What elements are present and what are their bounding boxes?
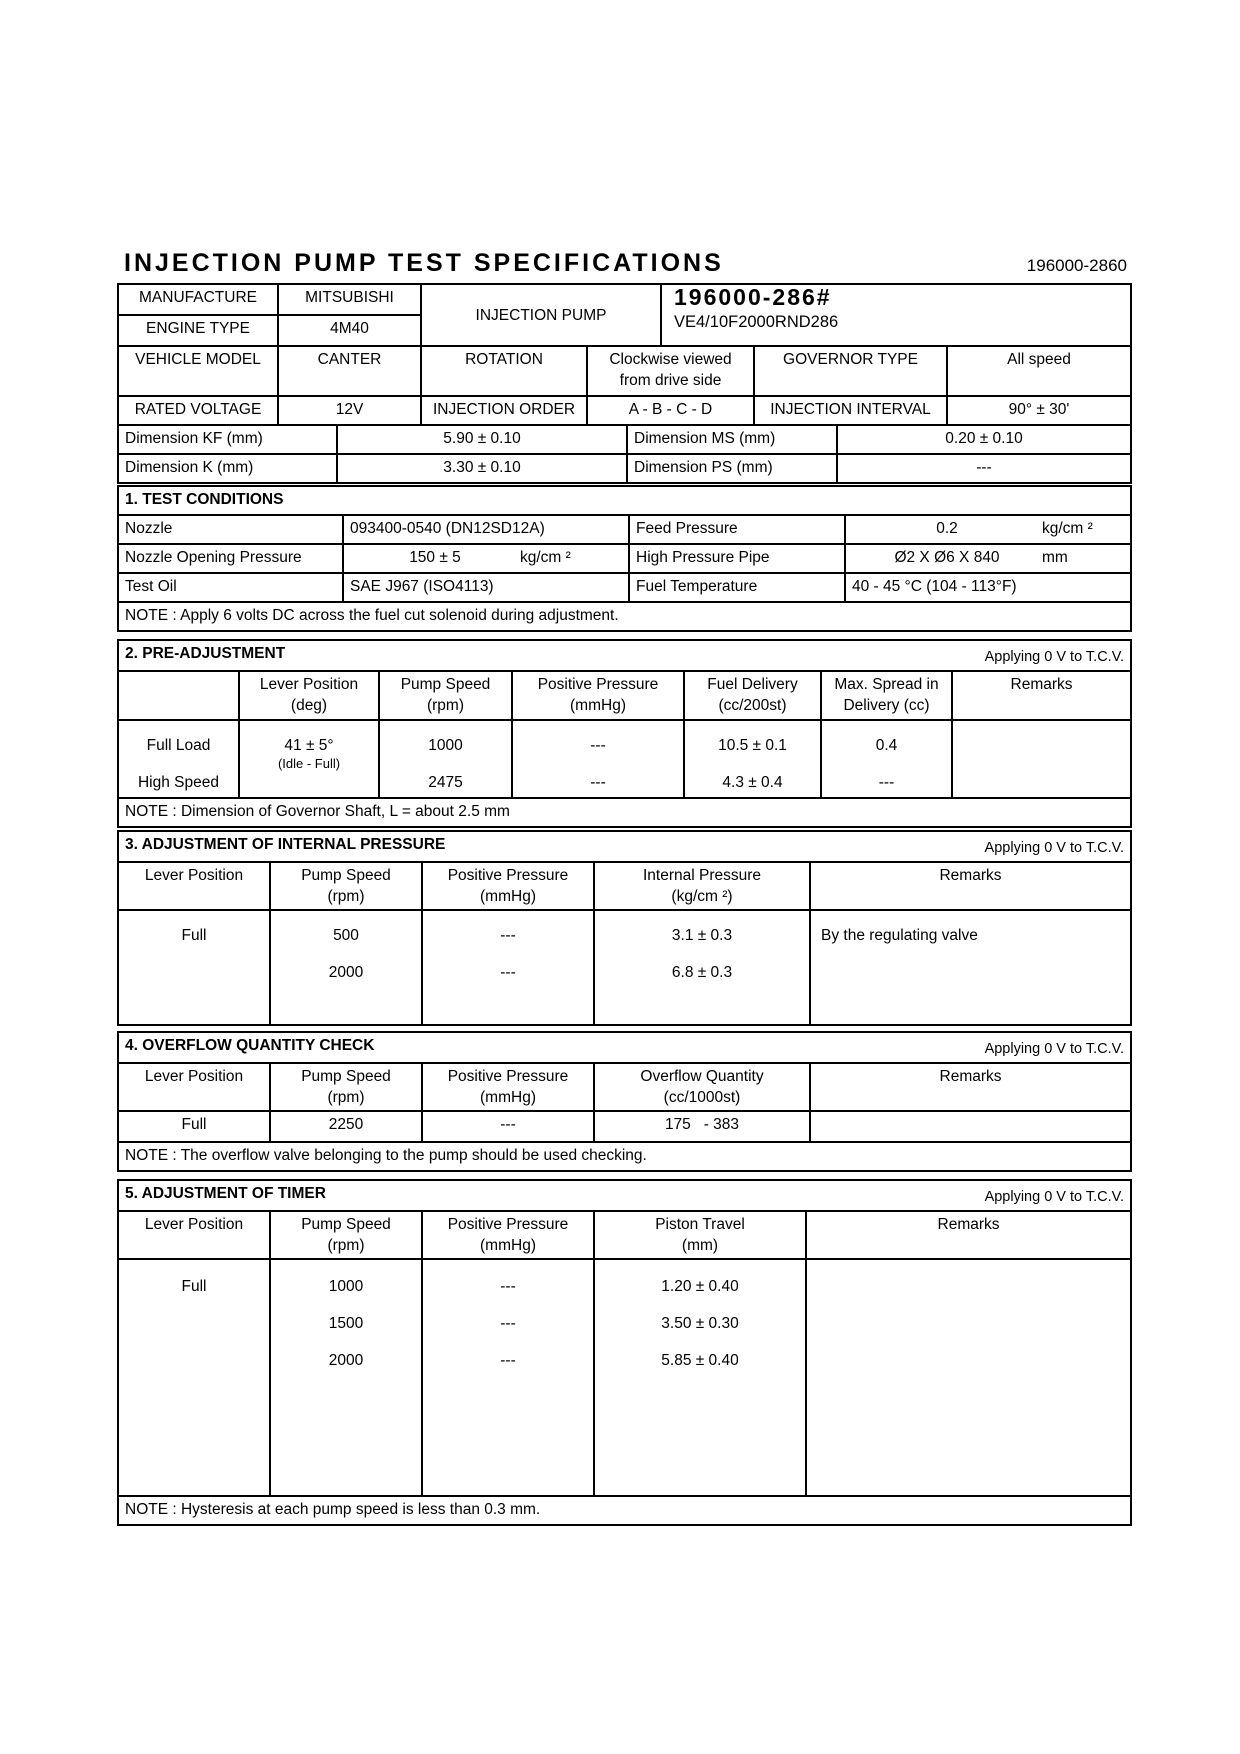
pre-adjustment-table [117, 639, 1132, 828]
header-remarks: Remarks [810, 862, 1131, 910]
positive-pressure-value: --- [500, 964, 516, 981]
injection-pump-label: INJECTION PUMP [421, 284, 661, 346]
header-lever-position: Lever Position [118, 862, 270, 910]
internal-pressure-value: 3.1 ± 0.3 [671, 927, 733, 944]
governor-type-value: All speed [947, 346, 1131, 396]
header-unit: (mmHg) [480, 888, 536, 905]
header-overflow-quantity [594, 1063, 810, 1111]
header-pump-speed [270, 1063, 422, 1111]
applying-note: Applying 0 V to T.C.V. [984, 1189, 1125, 1205]
dimension-k-value: 3.30 ± 0.10 [337, 454, 627, 483]
injection-order-value: A - B - C - D [587, 396, 754, 425]
fuel-delivery-cell [684, 720, 821, 798]
fuel-delivery-value: 4.3 ± 0.4 [722, 774, 783, 791]
injection-interval-label: INJECTION INTERVAL [754, 396, 947, 425]
injection-interval-value: 90° ± 30' [947, 396, 1131, 425]
header-text: Lever Position [259, 676, 359, 693]
section-title-cell [118, 831, 1131, 862]
header-remarks: Remarks [806, 1211, 1131, 1259]
dimension-ms-label: Dimension MS (mm) [627, 425, 837, 454]
positive-pressure-cell [422, 1259, 594, 1496]
pump-speed-value: 500 [333, 927, 359, 944]
remarks-value: By the regulating valve [810, 910, 1131, 1025]
fuel-temperature-label: Fuel Temperature [629, 573, 845, 602]
high-pressure-pipe-value: Ø2 X Ø6 X 840 [894, 549, 1000, 566]
note: NOTE : Dimension of Governor Shaft, L = about 2.5 mm [118, 798, 1131, 827]
section-title: 3. ADJUSTMENT OF INTERNAL PRESSURE [125, 836, 446, 853]
header-unit: (rpm) [426, 697, 465, 714]
engine-type-value: 4M40 [278, 315, 421, 346]
piston-travel-cell [594, 1259, 806, 1496]
header-remarks: Remarks [952, 671, 1131, 720]
note: NOTE : Hysteresis at each pump speed is less than 0.3 mm. [118, 1496, 1131, 1525]
positive-pressure-value: --- [590, 737, 606, 754]
feed-pressure-cell [845, 515, 1131, 544]
dimension-kf-label: Dimension KF (mm) [118, 425, 337, 454]
lever-position-value: Full [118, 910, 270, 1025]
pump-number: 196000-286# [674, 284, 832, 310]
positive-pressure-value: --- [500, 1315, 516, 1332]
remarks-value [806, 1259, 1131, 1496]
header-unit: (deg) [290, 697, 328, 714]
pump-speed-cell [270, 1259, 422, 1496]
header-positive-pressure [422, 1211, 594, 1259]
section-title-cell [118, 1032, 1131, 1063]
page-title: INJECTION PUMP TEST SPECIFICATIONS [124, 249, 724, 277]
timer-table [117, 1179, 1132, 1526]
internal-pressure-cell [594, 910, 810, 1025]
high-pressure-pipe-cell [845, 544, 1131, 573]
header-text: Max. Spread in [834, 676, 939, 693]
positive-pressure-value: --- [500, 1352, 516, 1369]
row-names [118, 720, 239, 798]
header-text: Pump Speed [400, 676, 491, 693]
header-text: Positive Pressure [447, 1068, 569, 1085]
header-fuel-delivery [684, 671, 821, 720]
test-oil-label: Test Oil [118, 573, 343, 602]
row-name-full-load: Full Load [146, 737, 211, 754]
positive-pressure-cell [422, 910, 594, 1025]
section-title: 5. ADJUSTMENT OF TIMER [125, 1185, 326, 1202]
header-unit: (rpm) [327, 1089, 365, 1106]
section-title-cell [118, 640, 1131, 671]
manufacture-label: MANUFACTURE [118, 284, 278, 315]
header-unit: (cc/200st) [718, 697, 787, 714]
header-text: Positive Pressure [537, 676, 659, 693]
nozzle-opening-pressure-label: Nozzle Opening Pressure [118, 544, 343, 573]
test-oil-value: SAE J967 (ISO4113) [343, 573, 629, 602]
pump-speed-cell [379, 720, 512, 798]
test-conditions-table [117, 485, 1132, 632]
positive-pressure-value: --- [590, 774, 606, 791]
header-unit: (mmHg) [480, 1237, 536, 1254]
applying-note: Applying 0 V to T.C.V. [984, 649, 1125, 665]
rotation-value-line1: Clockwise viewed [609, 351, 732, 368]
fuel-temperature-value: 40 - 45 °C (104 - 113°F) [845, 573, 1131, 602]
max-spread-value: --- [878, 774, 895, 791]
dimension-ms-value: 0.20 ± 0.10 [837, 425, 1131, 454]
lever-position-value: 41 ± 5° [284, 737, 334, 754]
header-text: Pump Speed [301, 1068, 391, 1085]
internal-pressure-value: 6.8 ± 0.3 [671, 964, 733, 981]
high-pressure-pipe-label: High Pressure Pipe [629, 544, 845, 573]
positive-pressure-value: --- [422, 1111, 594, 1142]
note: NOTE : The overflow valve belonging to the pump should be used checking. [118, 1142, 1131, 1171]
feed-pressure-label: Feed Pressure [629, 515, 845, 544]
header-text: Fuel Delivery [707, 676, 798, 693]
header-text: Positive Pressure [447, 1216, 569, 1233]
applying-note: Applying 0 V to T.C.V. [984, 840, 1124, 856]
remarks-value [810, 1111, 1131, 1142]
feed-pressure-unit: kg/cm ² [1042, 520, 1093, 537]
header-unit: (cc/1000st) [663, 1089, 741, 1106]
positive-pressure-cell [512, 720, 684, 798]
piston-travel-value: 3.50 ± 0.30 [661, 1315, 739, 1332]
header-remarks: Remarks [810, 1063, 1131, 1111]
section-title: 1. TEST CONDITIONS [118, 486, 1131, 515]
pump-speed-cell [270, 910, 422, 1025]
nozzle-label: Nozzle [118, 515, 343, 544]
engine-type-label: ENGINE TYPE [118, 315, 278, 346]
nozzle-opening-pressure-value: 150 ± 5 [409, 549, 461, 566]
dimension-ps-value: --- [837, 454, 1131, 483]
piston-travel-value: 1.20 ± 0.40 [661, 1278, 739, 1295]
header-unit: (kg/cm ²) [671, 888, 733, 905]
positive-pressure-value: --- [500, 927, 516, 944]
header-text: Piston Travel [655, 1216, 745, 1233]
header-text: Positive Pressure [447, 867, 569, 884]
header-lever-position: Lever Position [118, 1211, 270, 1259]
lever-position-cell [239, 720, 379, 798]
pump-model: VE4/10F2000RND286 [674, 313, 839, 331]
header-pump-speed [270, 1211, 422, 1259]
applying-note: Applying 0 V to T.C.V. [984, 1041, 1125, 1057]
section-title-cell [118, 1180, 1131, 1211]
header-blank [118, 671, 239, 720]
section-title: 4. OVERFLOW QUANTITY CHECK [125, 1037, 375, 1054]
nozzle-opening-pressure-unit: kg/cm ² [520, 549, 571, 566]
header-internal-pressure [594, 862, 810, 910]
note: NOTE : Apply 6 volts DC across the fuel cut solenoid during adjustment. [118, 602, 1131, 631]
high-pressure-pipe-unit: mm [1042, 549, 1068, 566]
header-text: Overflow Quantity [640, 1068, 764, 1085]
injection-order-label: INJECTION ORDER [421, 396, 587, 425]
header-pump-speed [379, 671, 512, 720]
pump-speed-value: 2000 [328, 1352, 364, 1369]
section-title: 2. PRE-ADJUSTMENT [125, 645, 286, 662]
vehicle-model-label: VEHICLE MODEL [118, 346, 278, 396]
header-piston-travel [594, 1211, 806, 1259]
header-text: Internal Pressure [642, 867, 762, 884]
pump-info-table [117, 283, 1132, 426]
pump-speed-value: 2000 [328, 964, 364, 981]
nozzle-opening-pressure-cell [343, 544, 629, 573]
rotation-label: ROTATION [421, 346, 587, 396]
header-text: Pump Speed [301, 867, 391, 884]
document-number: 196000-2860 [1026, 256, 1127, 275]
header-lever-position: Lever Position [118, 1063, 270, 1111]
dimension-table [117, 424, 1132, 484]
pump-speed-value: 1500 [328, 1315, 364, 1332]
header-positive-pressure [422, 1063, 594, 1111]
internal-pressure-table [117, 830, 1132, 1026]
dimension-ps-label: Dimension PS (mm) [627, 454, 837, 483]
header-pump-speed [270, 862, 422, 910]
max-spread-value: 0.4 [875, 737, 898, 754]
fuel-delivery-value: 10.5 ± 0.1 [718, 737, 787, 754]
vehicle-model-value: CANTER [278, 346, 421, 396]
governor-type-label: GOVERNOR TYPE [754, 346, 947, 396]
max-spread-cell [821, 720, 952, 798]
header-lever-position [239, 671, 379, 720]
header-unit: (mm) [681, 1237, 719, 1254]
header-text: Pump Speed [301, 1216, 391, 1233]
remarks-cell [952, 720, 1131, 798]
header-unit: Delivery (cc) [843, 697, 930, 714]
piston-travel-value: 5.85 ± 0.40 [661, 1352, 739, 1369]
header-unit: (rpm) [327, 888, 365, 905]
lever-position-value: Full [118, 1259, 270, 1496]
header-max-spread [821, 671, 952, 720]
rated-voltage-value: 12V [278, 396, 421, 425]
header-unit: (mmHg) [570, 697, 626, 714]
rotation-value-line2: from drive side [619, 372, 722, 389]
rotation-value [587, 346, 754, 396]
dimension-kf-value: 5.90 ± 0.10 [337, 425, 627, 454]
header-positive-pressure [512, 671, 684, 720]
header-unit: (mmHg) [480, 1089, 536, 1106]
pump-speed-value: 1000 [328, 1278, 364, 1295]
pump-speed-value: 2475 [428, 774, 463, 791]
pump-speed-value: 2250 [270, 1111, 422, 1142]
manufacture-value: MITSUBISHI [278, 284, 421, 315]
pump-speed-value: 1000 [428, 737, 463, 754]
row-name-high-speed: High Speed [137, 774, 219, 791]
rated-voltage-label: RATED VOLTAGE [118, 396, 278, 425]
nozzle-value: 093400-0540 (DN12SD12A) [343, 515, 629, 544]
overflow-quantity-value: 175 - 383 [594, 1111, 810, 1142]
dimension-k-label: Dimension K (mm) [118, 454, 337, 483]
pump-number-cell [661, 284, 1131, 346]
positive-pressure-value: --- [500, 1278, 516, 1295]
feed-pressure-value: 0.2 [936, 520, 958, 537]
lever-position-range: (Idle - Full) [277, 756, 341, 771]
header-positive-pressure [422, 862, 594, 910]
lever-position-value: Full [118, 1111, 270, 1142]
header-unit: (rpm) [327, 1237, 365, 1254]
overflow-table [117, 1031, 1132, 1172]
